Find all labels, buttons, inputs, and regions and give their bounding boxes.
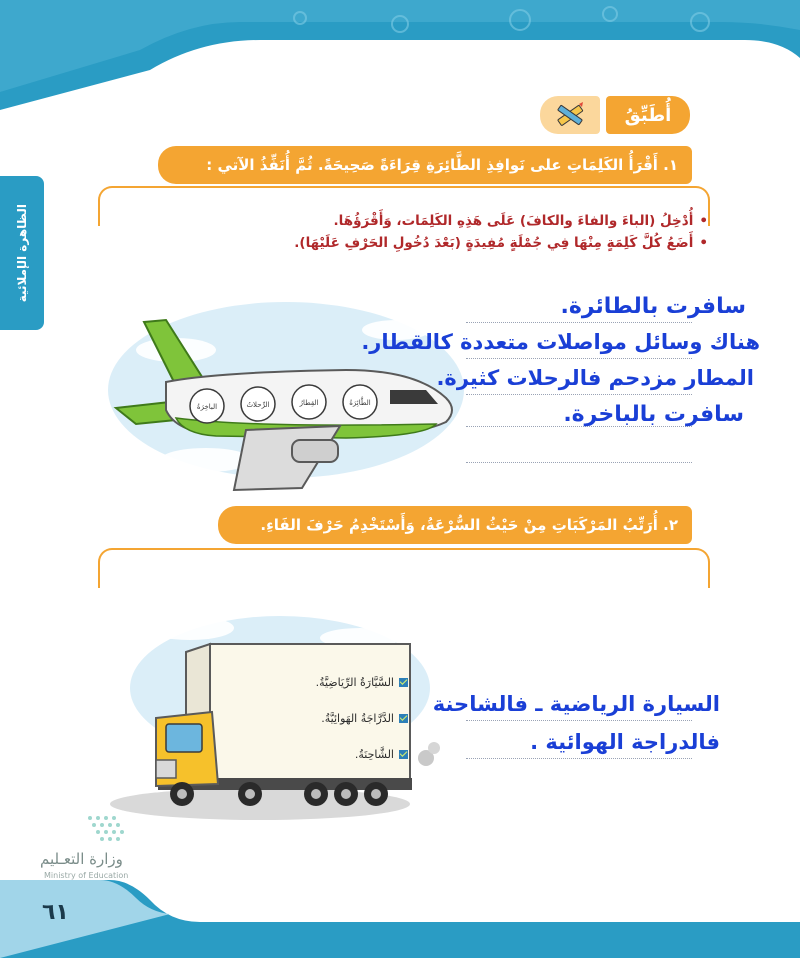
window-label: الباخِرَةُ: [196, 403, 218, 411]
section-header: [540, 96, 690, 134]
question-2-title: ٢. أُرَتِّبُ المَرْكَبَاتِ مِنْ حَيْثُ السُّرْعَةُ، وَأَسْتَخْدِمُ حَرْفَ الفَاءِ.: [218, 506, 692, 544]
plane-window: [343, 385, 377, 419]
answer-text: السيارة الرياضية ـ فالشاحنة: [432, 692, 720, 716]
page-number: ٦١: [42, 900, 69, 925]
question-1-title: ١. أَقْرَأُ الكَلِمَاتِ على نَوافِذِ الطَّائِرَةِ قِرَاءَةً صَحِيحَةً. ثُمَّ أُنَفِّذُ الآتي :: [158, 146, 692, 184]
pencil-ruler-icon: [540, 96, 600, 134]
answer-text: سافرت بالباخرة.: [563, 402, 744, 427]
question-1-instructions: [188, 210, 708, 254]
instruction-item: • أَضَعُ كُلَّ كَلِمَةٍ مِنْهَا فِي جُمْلَةٍ مُفِيدَةٍ (بَعْدَ دُخُولِ الحَرْفِ عَلَيْهَا).: [188, 232, 708, 254]
answer-line: [466, 322, 692, 323]
answer-text: فالدراجة الهوائية .: [530, 730, 720, 754]
answer-line: [466, 720, 692, 721]
ministry-name-en: Ministry of Education: [44, 871, 129, 880]
vehicle-item: [321, 712, 408, 725]
checkbox-icon: [399, 714, 408, 723]
section-title: أُطَبِّقُ: [606, 96, 690, 134]
bottom-decorative-band: [0, 880, 800, 958]
plane-window: [292, 385, 326, 419]
ministry-name-ar: وزارة التعـليم: [40, 850, 123, 868]
vehicle-label: السَّيَّارَةُ الرِّيَاضِيَّةُ.: [315, 676, 394, 689]
answer-text: هناك وسائل مواصلات متعددة كالقطار.: [361, 330, 760, 354]
window-label: القِطارُ: [299, 399, 319, 407]
airplane-illustration: [96, 290, 466, 505]
top-decorative-band: [0, 0, 800, 110]
checkbox-icon: [399, 678, 408, 687]
vehicle-label: الشَّاحِنَةُ.: [354, 748, 394, 761]
window-label: الرِّحلاتُ: [246, 401, 270, 409]
question-2-frame: [98, 548, 710, 588]
answer-text: سافرت بالطائرة.: [560, 294, 746, 319]
answer-line: [466, 394, 692, 395]
chapter-side-tab: [0, 176, 44, 330]
vehicle-item: [316, 676, 408, 689]
vehicle-label: الدَّرَّاجَةُ الهَوائِيَّةُ.: [321, 712, 394, 725]
plane-window: [190, 389, 224, 423]
checkbox-icon: [399, 750, 408, 759]
chapter-tab-label: الظاهرة الإملائية: [15, 203, 29, 303]
answer-text: المطار مزدحم فالرحلات كثيرة.: [436, 366, 754, 390]
answer-line: [466, 758, 692, 759]
window-label: الطَّائِرَةُ: [349, 399, 371, 407]
answer-line: [466, 358, 692, 359]
answer-line: [466, 462, 692, 463]
plane-window: [241, 387, 275, 421]
instruction-item: • أُدْخِلُ (الباءَ والفاءَ والكافَ) عَلَى هَذِهِ الكَلِمَات، وَأَقْرَؤُهَا.: [188, 210, 708, 232]
vehicle-item: [355, 748, 408, 761]
